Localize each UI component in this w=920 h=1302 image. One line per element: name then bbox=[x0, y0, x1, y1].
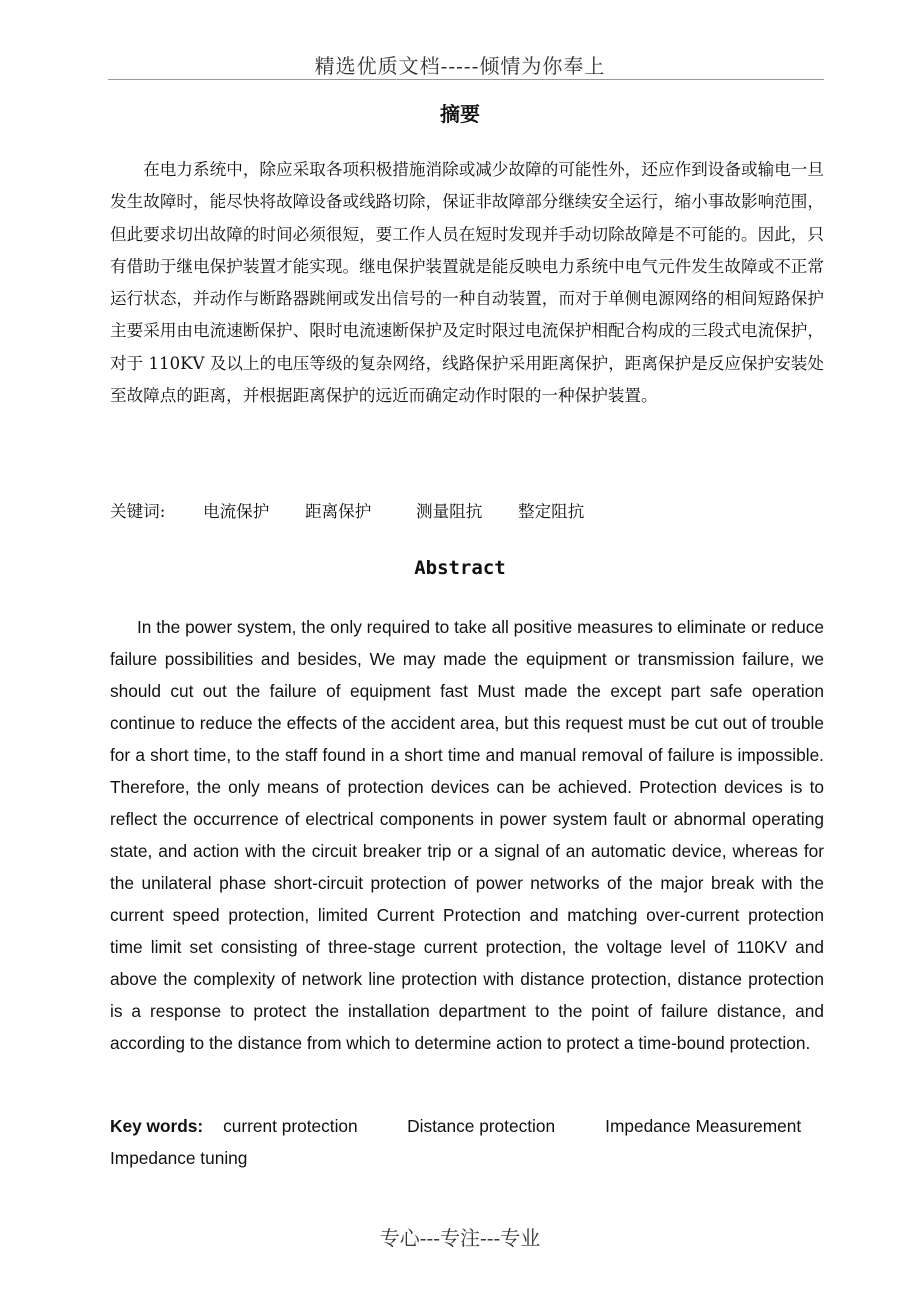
cn-keyword-item: 整定阻抗 bbox=[518, 502, 585, 521]
en-keywords bbox=[110, 1110, 824, 1174]
en-keywords-label: Key words: bbox=[110, 1116, 204, 1136]
en-keyword-item: Impedance tuning bbox=[110, 1148, 248, 1168]
page-footer: 专心---专注---专业 bbox=[379, 1226, 541, 1250]
en-abstract-body: In the power system, the only required to take all positive measures to eliminate or reduce failure possibilities and besides, We may made the equipment or transmission failure, we should cut out the failure of equipment fast Must made the except part safe operation continue to reduce the effects of the accident area, but this request must be cut out of trouble for a short time, to the staff found in a short time and manual removal of failure is impossible. Therefore, the only means of protection devices can be achieved. Protection devices is to reflect the occurrence of electrical components in power system fault or abnormal operating state, and action with the circuit breaker trip or a signal of an automatic device, whereas for the unilateral phase short-circuit protection of power networks of the major break with the current speed protection, limited Current Protection and matching over-current protection time limit set consisting of three-stage current protection, the voltage level of 110KV and above the complexity of network line protection with distance protection, distance protection is a response to protect the installation department to the point of failure distance, and according to the distance from which to determine action to protect a time-bound protection. bbox=[110, 617, 824, 1053]
page-header: 精选优质文档-----倾情为你奉上 bbox=[314, 54, 606, 78]
en-keyword-item: Impedance Measurement bbox=[605, 1116, 802, 1136]
cn-keyword-item: 测量阻抗 bbox=[416, 502, 483, 521]
en-keyword-item: current protection bbox=[223, 1116, 358, 1136]
en-keyword-item: Distance protection bbox=[407, 1116, 556, 1136]
cn-keywords-label: 关键词: bbox=[110, 502, 166, 521]
cn-keyword-item: 距离保护 bbox=[305, 502, 372, 521]
cn-keyword-item: 电流保护 bbox=[203, 502, 270, 521]
header-divider bbox=[108, 79, 824, 80]
cn-abstract-body: 在电力系统中，除应采取各项积极措施消除或减少故障的可能性外，还应作到设备或输电一旦发生故障时，能尽快将故障设备或线路切除，保证非故障部分继续安全运行，缩小事故影响范围，但此要求切出故障的时间必须很短，要工作人员在短时发现并手动切除故障是不可能的。因此，只有借助于继电保护装置才能实现。继电保护装置就是能反映电力系统中电气元件发生故障或不正常运行状态，并动作与断路器跳闸或发出信号的一种自动装置，而对于单侧电源网络的相间短路保护主要采用由电流速断保护、限时电流速断保护及定时限过电流保护相配合构成的三段式电流保护，对于 110KV 及以上的电压等级的复杂网络，线路保护采用距离保护，距离保护是反应保护安装处至故障点的距离，并根据距离保护的远近而确定动作时限的一种保护装置。 bbox=[110, 160, 824, 406]
cn-abstract-title: 摘要 bbox=[440, 102, 480, 126]
en-abstract-title: Abstract bbox=[414, 557, 506, 579]
cn-keywords bbox=[110, 498, 824, 526]
